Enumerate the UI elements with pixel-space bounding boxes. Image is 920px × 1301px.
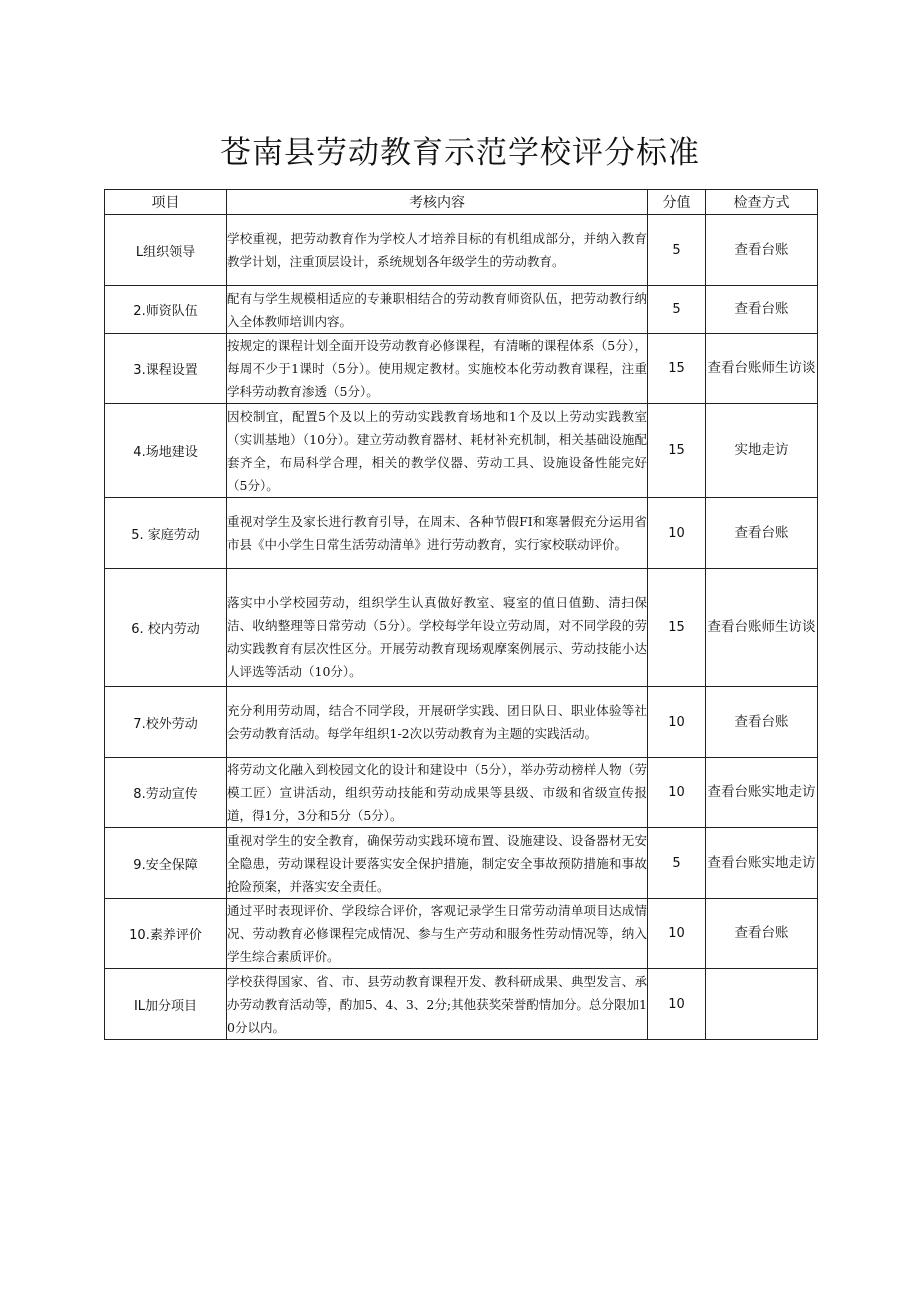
row-score: 5 (648, 828, 706, 899)
row-item: 2.师资队伍 (105, 286, 227, 334)
header-score: 分值 (648, 190, 706, 215)
row-content: 配有与学生规模相适应的专兼职相结合的劳动教育师资队伍，把劳动教行纳入全体教师培训内容。 (227, 286, 648, 334)
row-score: 10 (648, 969, 706, 1040)
row-content: 因校制宜，配置5个及以上的劳动实践教育场地和1个及以上劳动实践教室（实训基地）（10分）。建立劳动教育器材、耗材补充机制，相关基础设施配套齐全，布局科学合理，相关的教学仪器、劳动工具、设施设备性能完好（5分）。 (227, 404, 648, 498)
row-content: 按规定的课程计划全面开设劳动教育必修课程，有清晰的课程体系（5分），每周不少于1课时（5分）。使用规定教材。实施校本化劳动教育课程，注重学科劳动教育渗透（5分）。 (227, 334, 648, 404)
row-content: 重视对学生及家长进行教育引导，在周末、各种节假FI和寒暑假充分运用省市县《中小学生日常生活劳动清单》进行劳动教育，实行家校联动评价。 (227, 498, 648, 569)
row-item: IL加分项目 (105, 969, 227, 1040)
row-method: 实地走访 (706, 404, 818, 498)
row-content: 充分利用劳动周，结合不同学段，开展研学实践、团日队日、职业体验等社会劳动教育活动。每学年组织1-2次以劳动教育为主题的实践活动。 (227, 687, 648, 758)
document-title: 苍南县劳动教育示范学校评分标准 (220, 135, 700, 171)
scoring-table (104, 189, 818, 1040)
table-row (105, 215, 818, 286)
row-content: 学校重视，把劳动教育作为学校人才培养目标的有机组成部分，并纳入教育教学计划，注重顶层设计，系统规划各年级学生的劳动教育。 (227, 215, 648, 286)
row-score: 15 (648, 404, 706, 498)
row-method: 查看台账实地走访 (706, 758, 818, 828)
row-score: 10 (648, 758, 706, 828)
row-method: 查看台账 (706, 498, 818, 569)
row-score: 5 (648, 286, 706, 334)
table-row (105, 569, 818, 687)
row-content: 通过平时表现评价、学段综合评价，客观记录学生日常劳动清单项目达成情况、劳动教育必修课程完成情况、参与生产劳动和服务性劳动情况等，纳入学生综合素质评价。 (227, 899, 648, 969)
row-item: 4.场地建设 (105, 404, 227, 498)
row-item: 5. 家庭劳动 (105, 498, 227, 569)
row-score: 5 (648, 215, 706, 286)
row-method: 查看台账 (706, 286, 818, 334)
row-item: 8.劳动宣传 (105, 758, 227, 828)
header-item: 项目 (105, 190, 227, 215)
row-content: 重视对学生的安全教育，确保劳动实践环境布置、设施建设、设备器材无安全隐患，劳动课程设计要落实安全保护措施，制定安全事故预防措施和事故抢险预案，并落实安全责任。 (227, 828, 648, 899)
row-item: 3.课程设置 (105, 334, 227, 404)
row-item: L组织领导 (105, 215, 227, 286)
row-method: 查看台账 (706, 687, 818, 758)
row-item: 6. 校内劳动 (105, 569, 227, 687)
row-score: 15 (648, 569, 706, 687)
row-score: 10 (648, 687, 706, 758)
table-row (105, 334, 818, 404)
table-row (105, 498, 818, 569)
row-score: 10 (648, 498, 706, 569)
row-method: 查看台账实地走访 (706, 828, 818, 899)
row-score: 15 (648, 334, 706, 404)
table-row (105, 758, 818, 828)
table-row (105, 969, 818, 1040)
header-content: 考核内容 (227, 190, 648, 215)
header-method: 检查方式 (706, 190, 818, 215)
row-content: 学校获得国家、省、市、县劳动教育课程开发、教科研成果、典型发言、承办劳动教育活动等，酌加5、4、3、2分;其他获奖荣誉酌情加分。总分限加10分以内。 (227, 969, 648, 1040)
row-method (706, 969, 818, 1040)
table-row (105, 899, 818, 969)
table-header-row (105, 190, 818, 215)
row-method: 查看台账师生访谈 (706, 334, 818, 404)
row-method: 查看台账师生访谈 (706, 569, 818, 687)
table-row (105, 404, 818, 498)
row-method: 查看台账 (706, 215, 818, 286)
table-row (105, 687, 818, 758)
table-row (105, 828, 818, 899)
table-row (105, 286, 818, 334)
row-item: 9.安全保障 (105, 828, 227, 899)
row-item: 10.素养评价 (105, 899, 227, 969)
row-item: 7.校外劳动 (105, 687, 227, 758)
row-method: 查看台账 (706, 899, 818, 969)
row-content: 将劳动文化融入到校园文化的设计和建设中（5分），举办劳动榜样人物（劳模工匠）宣讲活动，组织劳动技能和劳动成果等县级、市级和省级宣传报道，得1分，3分和5分（5分）。 (227, 758, 648, 828)
row-content: 落实中小学校园劳动，组织学生认真做好教室、寝室的值日值勤、清扫保洁、收纳整理等日常劳动（5分）。学校每学年设立劳动周，对不同学段的劳动实践教育有层次性区分。开展劳动教育现场观摩案例展示、劳动技能小达人评选等活动（10分）。 (227, 569, 648, 687)
row-score: 10 (648, 899, 706, 969)
